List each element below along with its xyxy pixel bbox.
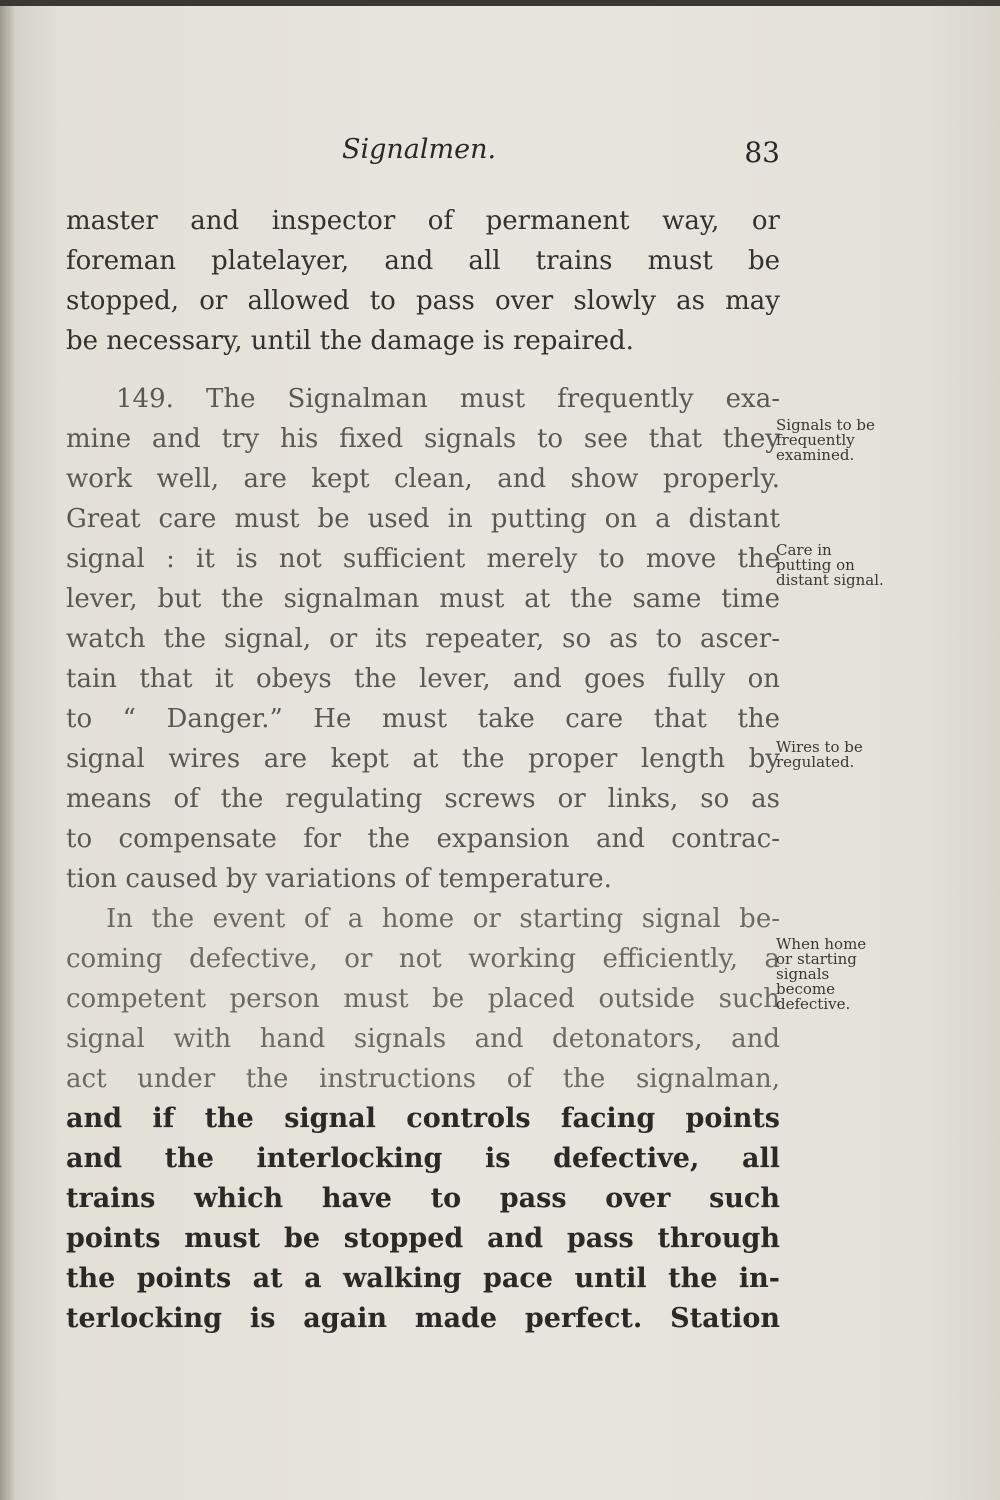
page-gutter [0,6,14,1500]
text-line: signal with hand signals and detonators, and [66,1024,780,1054]
text-line: to compensate for the expansion and contrac- [66,824,780,854]
text-line: and if the signal controls facing points [66,1103,780,1134]
note-line: regulated. [776,753,855,771]
text-line: to “ Danger.” He must take care that the [66,704,780,734]
paragraph-149 [66,379,780,899]
page-number: 83 [744,136,780,169]
note-line: examined. [776,446,855,464]
text-line: lever, but the signalman must at the same time [66,584,780,614]
text-line: Great care must be used in putting on a distant [66,504,780,534]
text-line: 149. The Signalman must frequently exa- [116,384,780,414]
text-line: be necessary, until the damage is repaired. [66,326,634,356]
body-text [66,201,780,1339]
text-line: mine and try his fixed signals to see that they [66,424,780,454]
note-line: Wires to be [776,738,863,756]
note-line: Signals to be [776,416,875,434]
text-line: tain that it obeys the lever, and goes fully on [66,664,780,694]
paragraph-continuation [66,201,780,361]
book-page [0,6,1000,1500]
text-line: watch the signal, or its repeater, so as to ascer- [66,624,780,654]
text-line: competent person must be placed outside such [66,984,780,1014]
text-line: terlocking is again made perfect. Station [66,1303,780,1334]
text-line: master and inspector of permanent way, or [66,206,780,236]
text-line: stopped, or allowed to pass over slowly as may [66,286,780,316]
text-line: and the interlocking is defective, all [66,1143,780,1174]
margin-note [776,543,986,588]
running-title: Signalmen. [342,134,497,165]
note-line: or starting [776,950,857,968]
margin-note [776,740,986,770]
note-line: Care in [776,541,832,559]
text-line: act under the instructions of the signalman, [66,1064,780,1094]
note-line: putting on [776,556,855,574]
text-line: work well, are kept clean, and show properly. [66,464,780,494]
text-line: points must be stopped and pass through [66,1223,780,1254]
text-line: signal wires are kept at the proper length by [66,744,780,774]
text-line: In the event of a home or starting signal be- [106,904,780,934]
margin-note [776,418,986,463]
text-line: foreman platelayer, and all trains must be [66,246,780,276]
text-line: coming defective, or not working efficiently, a [66,944,780,974]
margin-note [776,937,986,1012]
paragraph-defective-signal [66,899,780,1099]
page-header [80,134,780,178]
note-line: defective. [776,995,851,1013]
paragraph-interlocking-insert [66,1099,780,1339]
text-line: trains which have to pass over such [66,1183,780,1214]
note-line: distant signal. [776,571,884,589]
note-line: become [776,980,836,998]
note-line: When home [776,935,867,953]
text-line: means of the regulating screws or links, so as [66,784,780,814]
note-line: frequently [776,431,855,449]
text-line: signal : it is not sufficient merely to move the [66,544,780,574]
text-line: the points at a walking pace until the in- [66,1263,780,1294]
note-line: signals [776,965,830,983]
text-line: tion caused by variations of temperature. [66,864,612,894]
